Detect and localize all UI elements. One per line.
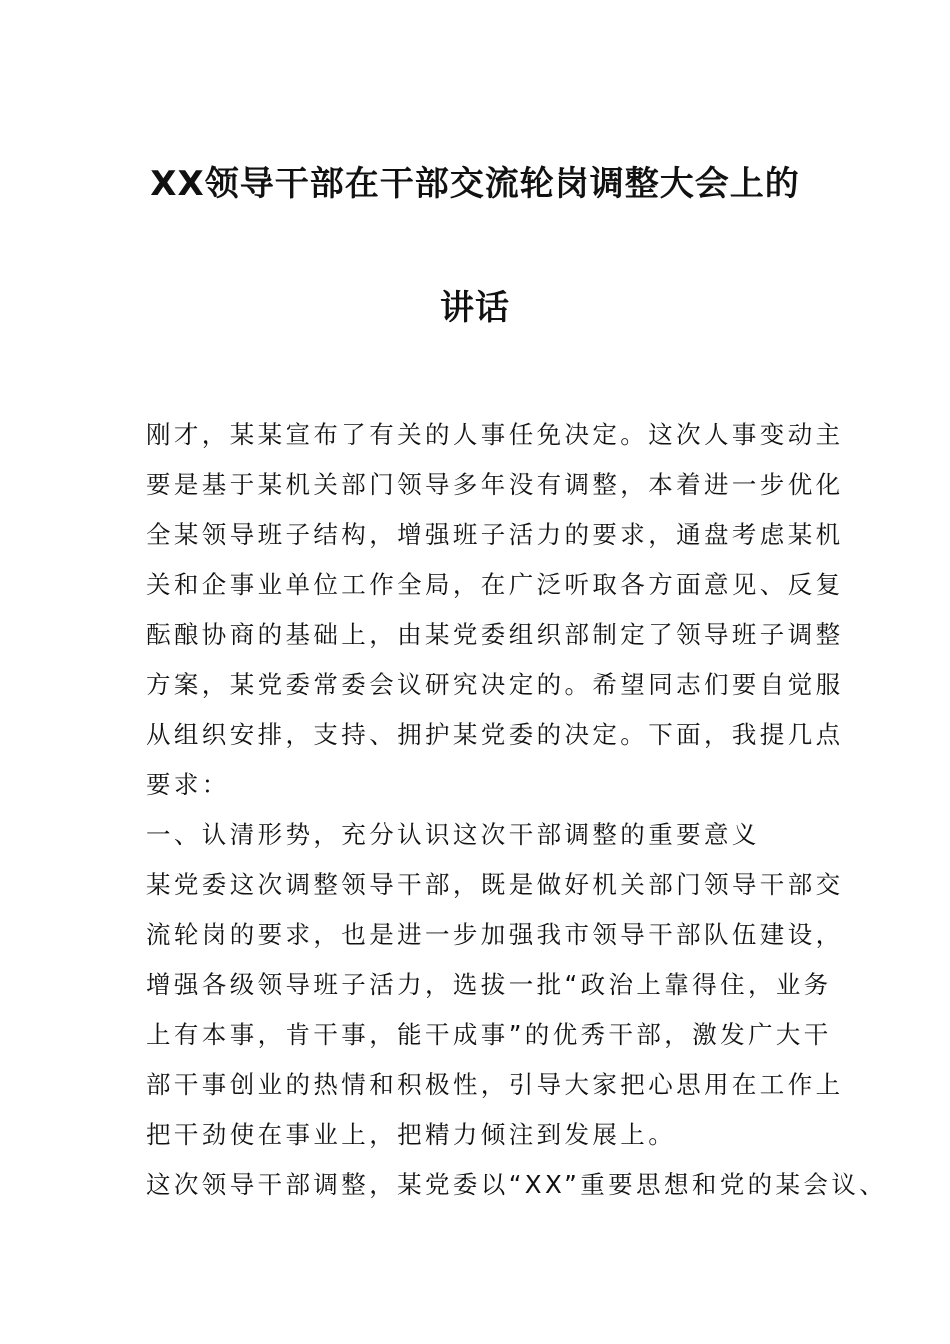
body-line: 增强各级领导班子活力，选拔一批“政治上靠得住，业务 <box>146 970 832 999</box>
body-line: 方案，某党委常委会议研究决定的。希望同志们要自觉服 <box>146 670 844 699</box>
document-body <box>146 410 888 1210</box>
body-line: 要求： <box>146 770 230 799</box>
body-line: 上有本事，肯干事，能干成事”的优秀干部，激发广大干 <box>146 1020 832 1049</box>
body-line: 全某领导班子结构，增强班子活力的要求，通盘考虑某机 <box>146 520 844 549</box>
body-line: 部干事创业的热情和积极性，引导大家把心思用在工作上 <box>146 1070 844 1099</box>
body-line: 某党委这次调整领导干部，既是做好机关部门领导干部交 <box>146 870 844 899</box>
document-title-line-2: 讲话 <box>440 288 510 328</box>
body-line: 把干劲使在事业上，把精力倾注到发展上。 <box>146 1120 677 1149</box>
body-line: 刚才，某某宣布了有关的人事任免决定。这次人事变动主 <box>146 420 844 449</box>
body-line: 流轮岗的要求，也是进一步加强我市领导干部队伍建设， <box>146 920 844 949</box>
body-line: 关和企事业单位工作全局，在广泛听取各方面意见、反复 <box>146 570 844 599</box>
document-title-line-1: XX领导干部在干部交流轮岗调整大会上的 <box>150 164 800 204</box>
body-line: 要是基于某机关部门领导多年没有调整，本着进一步优化 <box>146 470 844 499</box>
section-heading: 一、认清形势，充分认识这次干部调整的重要意义 <box>146 820 760 849</box>
body-line: 酝酿协商的基础上，由某党委组织部制定了领导班子调整 <box>146 620 844 649</box>
body-line: 这次领导干部调整，某党委以“XX”重要思想和党的某会议、 <box>146 1170 888 1199</box>
body-line: 从组织安排，支持、拥护某党委的决定。下面，我提几点 <box>146 720 844 749</box>
